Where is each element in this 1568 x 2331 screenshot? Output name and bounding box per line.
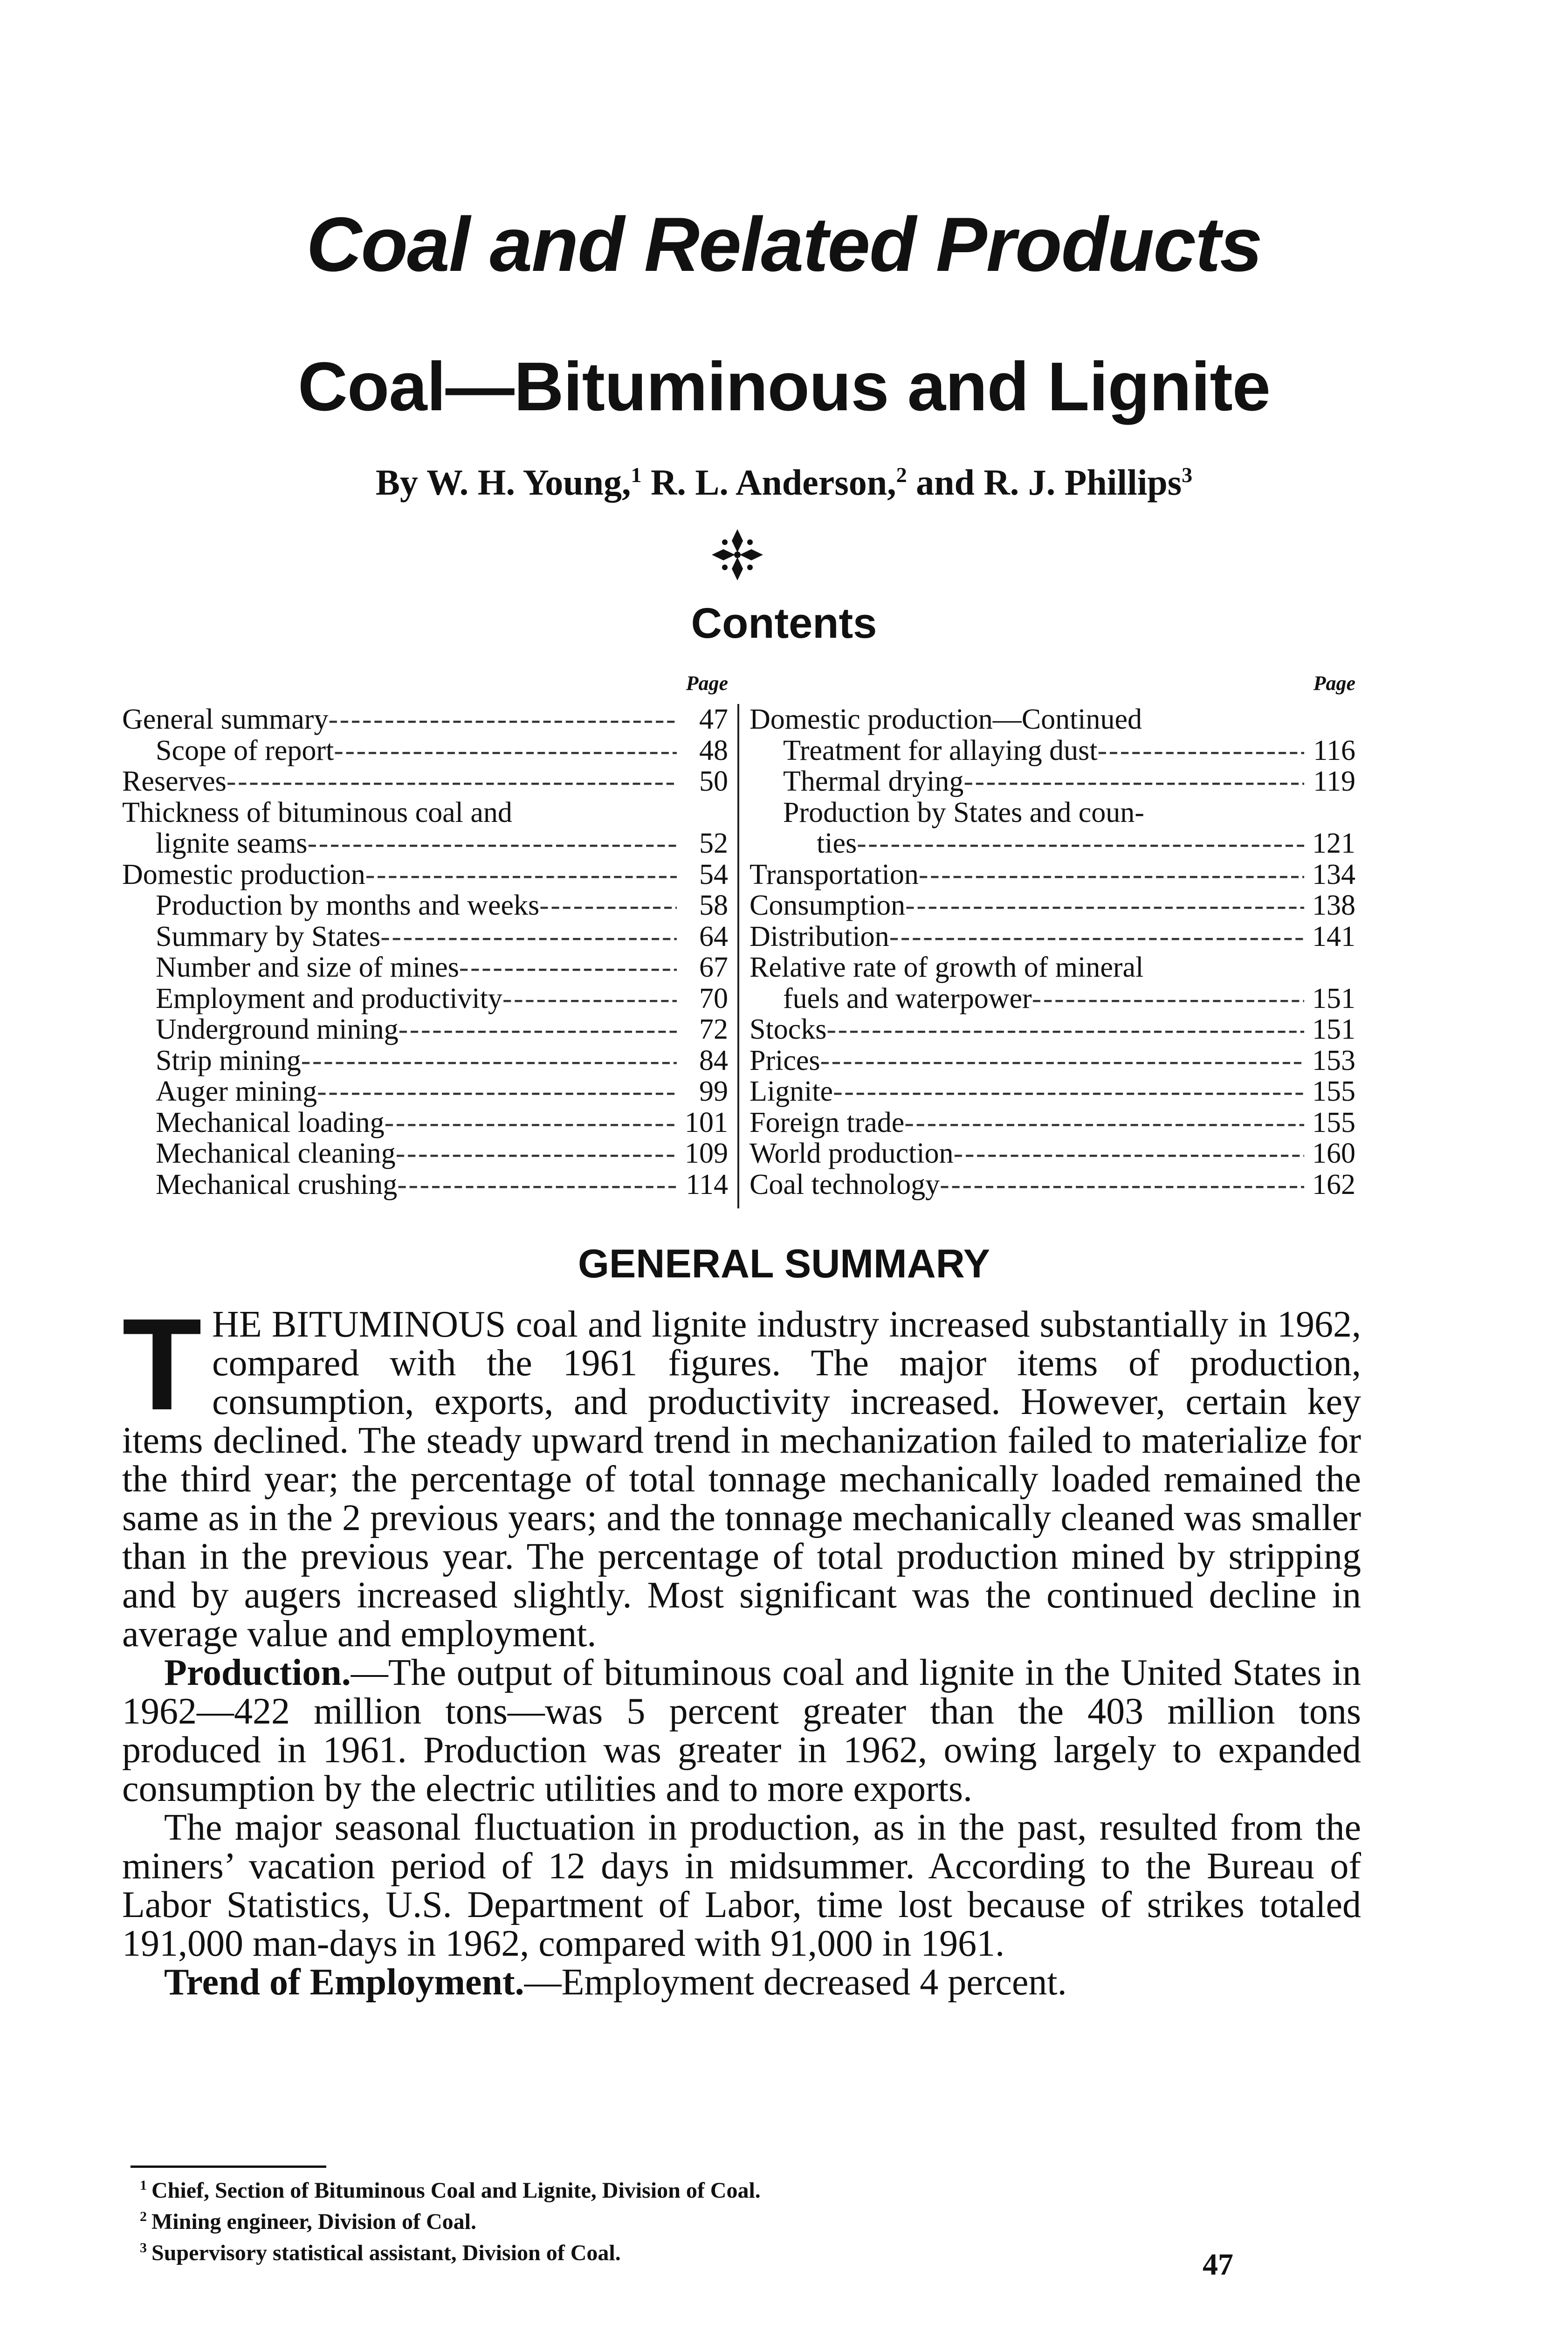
toc-entry-page: 47 (699, 703, 728, 735)
toc-entry-title: Relative rate of growth of mineral (750, 952, 1144, 983)
toc-entry-title: Thickness of bituminous coal and (122, 796, 512, 828)
toc-entry-page: 84 (699, 1044, 728, 1076)
toc-entry-title: Stocks (750, 1014, 827, 1045)
footnote-rule (131, 2165, 326, 2168)
toc-entry-page: 50 (699, 766, 728, 797)
toc-entry-title: Strip mining (156, 1044, 301, 1076)
toc-entry (122, 952, 728, 983)
toc-divider (737, 704, 739, 1208)
toc-entry-title: Number and size of mines (156, 952, 459, 983)
author-1: W. H. Young, (426, 462, 631, 503)
toc-leader (889, 921, 1304, 952)
toc-leader (919, 859, 1304, 890)
toc-entry-title: ties (817, 828, 857, 859)
toc-entry (750, 859, 1355, 890)
footnotes (140, 2172, 1259, 2266)
toc-entry (750, 921, 1355, 952)
toc-entry-title: Treatment for allaying dust (783, 734, 1098, 766)
toc-leader (502, 983, 677, 1014)
toc-entry-page: 160 (1312, 1138, 1355, 1169)
footnote-1-text: Chief, Section of Bituminous Coal and Lignite, Division of Coal. (151, 2178, 761, 2203)
toc-entry-title: Foreign trade (750, 1106, 905, 1138)
toc-entry-title: Employment and productivity (156, 982, 502, 1014)
footnote-1 (140, 2172, 1259, 2204)
summary-paragraph-2 (122, 1654, 1361, 1808)
summary-p3-text: The major seasonal fluctuation in production, as in the past, resulted from the miners’ vacation period of 12 days in midsummer. According to the Bureau of Labor Statistics, U.S. Department of Labor, time lost because of strikes totaled 191,000 man-days in 1962, compared with 91,000 in 1961. (122, 1807, 1361, 1964)
toc-leader (328, 704, 677, 735)
footnote-3 (140, 2235, 1259, 2266)
toc-entry (122, 704, 728, 735)
toc-entry-page: 70 (699, 982, 728, 1014)
production-lead-in: Production. (164, 1652, 351, 1693)
toc-entry-page: 138 (1312, 890, 1355, 921)
toc-leader (857, 828, 1304, 859)
toc-entry-page: 141 (1312, 920, 1355, 952)
chapter-title: Coal and Related Products (306, 201, 1262, 287)
toc-entry-page: 155 (1312, 1076, 1355, 1107)
footnote-2-mark: 2 (140, 2209, 147, 2224)
toc-leader (317, 1076, 677, 1107)
toc-entry (750, 797, 1355, 828)
footnote-1-mark: 1 (140, 2178, 147, 2193)
toc-entry-title: Thermal drying (783, 766, 964, 797)
toc-entry-title: lignite seams (156, 828, 308, 859)
toc-entry-page: 121 (1312, 828, 1355, 859)
toc-entry-title: Consumption (750, 890, 906, 921)
toc-entry (122, 1014, 728, 1045)
toc-entry-title: General summary (122, 703, 329, 735)
author-2-note: 2 (896, 463, 907, 487)
toc-entry (750, 1045, 1355, 1076)
byline (0, 462, 1568, 503)
toc-leader (301, 1045, 677, 1076)
toc-entry-page: 151 (1312, 982, 1355, 1014)
toc-entry-page: 54 (699, 858, 728, 890)
summary-paragraph-3 (122, 1808, 1361, 1963)
toc-entry-title: Production by States and coun- (783, 796, 1144, 828)
toc-entry-title: Auger mining (156, 1076, 317, 1107)
footnote-3-mark: 3 (140, 2240, 147, 2255)
toc-leader (826, 1014, 1304, 1045)
contents-heading: Contents (691, 600, 877, 647)
toc-leader (334, 735, 677, 766)
toc-entry (750, 1076, 1355, 1107)
toc-leader (820, 1045, 1304, 1076)
toc-entry (122, 921, 728, 952)
toc-leader (833, 1076, 1304, 1107)
footnote-2-text: Mining engineer, Division of Coal. (151, 2209, 476, 2234)
toc-leader (307, 828, 677, 859)
byline-prefix: By (375, 462, 418, 503)
toc-leader (904, 1107, 1304, 1138)
toc-entry (122, 766, 728, 797)
toc-entry (122, 735, 728, 766)
toc-entry (750, 766, 1355, 797)
toc-entry-title: Mechanical crushing (156, 1168, 398, 1200)
toc-entry-title: World production (750, 1138, 954, 1169)
footnote-2 (140, 2204, 1259, 2235)
toc-page-label-right: Page (1313, 672, 1355, 695)
toc-entry-page: 99 (699, 1076, 728, 1107)
toc-entry-page: 119 (1313, 766, 1355, 797)
toc-leader (954, 1138, 1304, 1169)
summary-p4-text: —Employment decreased 4 percent. (524, 1962, 1067, 2003)
author-3: R. J. Phillips (983, 462, 1182, 503)
toc-entry-page: 162 (1312, 1168, 1355, 1200)
toc-leader (940, 1169, 1304, 1200)
toc-entry-title: Domestic production—Continued (750, 703, 1142, 735)
author-1-note: 1 (631, 463, 642, 487)
toc-entry (750, 1138, 1355, 1169)
summary-paragraph-1 (122, 1292, 1361, 1655)
page-number: 47 (1203, 2248, 1233, 2282)
drop-cap: T (122, 1292, 202, 1437)
toc-entry (750, 735, 1355, 766)
toc-entry (122, 828, 728, 859)
toc-leader (227, 766, 677, 797)
toc-entry (750, 952, 1355, 983)
toc-entry-page: 153 (1312, 1044, 1355, 1076)
toc-entry-title: Underground mining (156, 1014, 399, 1045)
summary-paragraph-4 (122, 1963, 1361, 2002)
toc-leader (963, 766, 1304, 797)
toc-entry-title: Transportation (750, 858, 919, 890)
toc-entry-page: 116 (1313, 734, 1355, 766)
toc-entry-title: Lignite (750, 1076, 833, 1107)
author-2: R. L. Anderson, (651, 462, 896, 503)
toc-entry-page: 52 (699, 828, 728, 859)
toc-entry (122, 1107, 728, 1138)
byline-and: and (916, 462, 975, 503)
toc-entry-page: 58 (699, 890, 728, 921)
chapter-subtitle: Coal—Bituminous and Lignite (297, 348, 1271, 425)
toc-entry-title: Scope of report (156, 734, 334, 766)
toc-entry (750, 1169, 1355, 1200)
toc-entry-page: 114 (686, 1168, 728, 1200)
toc-entry (750, 890, 1355, 921)
toc-entry-page: 109 (685, 1138, 728, 1169)
toc-entry (750, 1107, 1355, 1138)
toc-right-column (750, 671, 1355, 1200)
toc-entry-title: Production by months and weeks (156, 890, 540, 921)
toc-leader (539, 890, 677, 921)
toc-entry (122, 890, 728, 921)
toc-entry-page: 101 (685, 1106, 728, 1138)
summary-p1-text: HE BITUMINOUS coal and lignite industry increased substantially in 1962, compared with the 1961 figures. The major items of production, consumption, exports, and productivity increased. However, certain key items declined. The steady upward trend in mechanization failed to materialize for the third year; the percentage of total tonnage mechanically loaded remained the same as in the 2 previous years; and the tonnage mechanically cleaned was smaller than in the previous year. The percentage of total production mined by stripping and by augers increased slightly. Most significant was the continued decline in average value and employment. (122, 1304, 1361, 1655)
toc-entry (122, 983, 728, 1014)
toc-entry (750, 828, 1355, 859)
toc-entry (122, 1076, 728, 1107)
summary-body (122, 1292, 1361, 2003)
toc-entry-page: 151 (1312, 1014, 1355, 1045)
toc-entry-title: Prices (750, 1044, 820, 1076)
toc-entry-page: 67 (699, 952, 728, 983)
general-summary-heading: GENERAL SUMMARY (578, 1241, 990, 1286)
toc-entry-title: Coal technology (750, 1168, 940, 1200)
toc-leader (396, 1138, 677, 1169)
toc-page-label-left: Page (686, 672, 728, 695)
ornament-icon (709, 527, 765, 583)
toc-left-column (122, 671, 728, 1200)
toc-entry (750, 704, 1355, 735)
toc-entry (122, 1138, 728, 1169)
toc-entry-title: Domestic production (122, 858, 365, 890)
footnote-3-text: Supervisory statistical assistant, Division of Coal. (151, 2241, 621, 2265)
toc-entry-page: 155 (1312, 1106, 1355, 1138)
employment-lead-in: Trend of Employment. (164, 1962, 524, 2003)
summary-p2-text: —The output of bituminous coal and lignite in the United States in 1962—422 million tons—was 5 percent greater than the 403 million tons produced in 1961. Production was greater in 1962, owing largely to expanded consumption by the electric utilities and to more exports. (122, 1652, 1361, 1809)
toc-entry-title: Mechanical loading (156, 1106, 385, 1138)
toc-entry (750, 1014, 1355, 1045)
toc-leader (905, 890, 1304, 921)
toc-entry-page: 64 (699, 920, 728, 952)
toc-entry (122, 1169, 728, 1200)
toc-leader (1032, 983, 1304, 1014)
toc-leader (399, 1014, 677, 1045)
toc-entry-page: 48 (699, 734, 728, 766)
toc-entry (122, 1045, 728, 1076)
toc-leader (365, 859, 677, 890)
toc-entry-title: fuels and waterpower (783, 982, 1032, 1014)
toc-leader (459, 952, 677, 983)
toc-entry-title: Distribution (750, 920, 889, 952)
toc-entry (122, 859, 728, 890)
author-3-note: 3 (1182, 463, 1193, 487)
toc-entry-title: Mechanical cleaning (156, 1138, 396, 1169)
toc-entry (122, 797, 728, 828)
toc-leader (1097, 735, 1304, 766)
toc-entry-page: 134 (1312, 858, 1355, 890)
toc-leader (397, 1169, 677, 1200)
toc-entry-title: Summary by States (156, 920, 381, 952)
toc-entry-page: 72 (699, 1014, 728, 1045)
toc-leader (385, 1107, 677, 1138)
toc-entry-title: Reserves (122, 766, 227, 797)
toc-entry (750, 983, 1355, 1014)
toc-leader (380, 921, 677, 952)
